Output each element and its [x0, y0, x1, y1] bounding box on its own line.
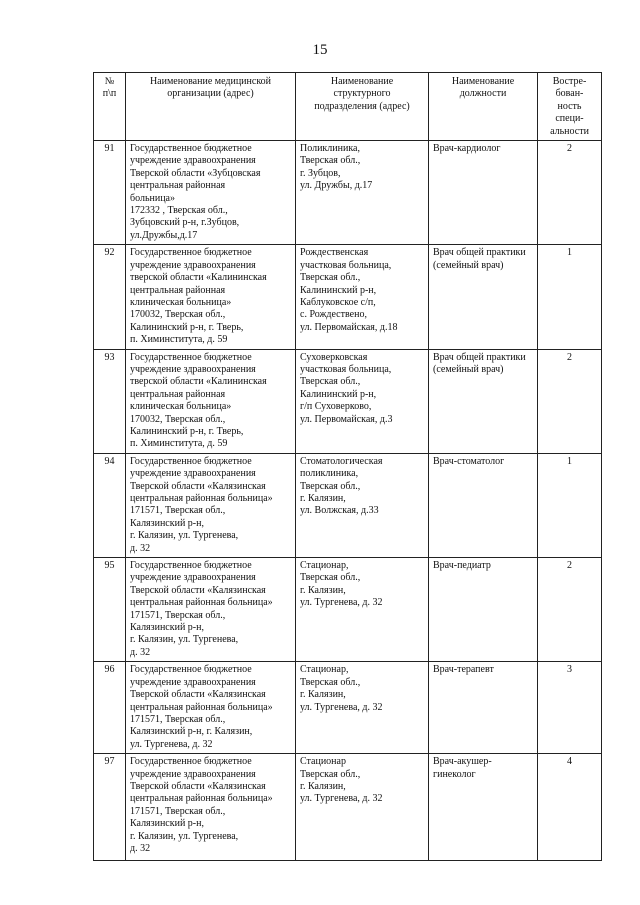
org-line: Зубцовский р-н, г.Зубцов, — [130, 217, 240, 229]
demand-cell: 1 — [538, 245, 602, 349]
row-number: 91 — [94, 141, 126, 245]
row-number: 95 — [94, 558, 126, 662]
unit-line: ул. Первомайская, д.3 — [300, 413, 393, 425]
org-line: 170032, Тверская обл., — [130, 309, 226, 321]
organization-cell — [126, 349, 296, 453]
org-line: Тверской области «Калязинская — [130, 480, 266, 492]
organization-cell — [126, 662, 296, 754]
org-line: Государственное бюджетное — [130, 351, 252, 363]
unit-line: г. Калязин, — [300, 493, 346, 504]
unit-line: поликлиника, — [300, 468, 359, 480]
org-line: г. Калязин, ул. Тургенева, — [130, 530, 239, 542]
org-line: Калязинский р-н, — [130, 818, 204, 830]
org-line: д. 32 — [130, 542, 151, 554]
position-line: Врач-акушер- — [433, 756, 492, 768]
row-number: 92 — [94, 245, 126, 349]
row-number: 96 — [94, 662, 126, 754]
org-line: 171571, Тверская обл., — [130, 505, 226, 517]
org-line: Калининский р-н, г. Тверь, — [130, 321, 244, 333]
demand-cell: 3 — [538, 662, 602, 754]
header-unit: Наименование структурного подразделения (адрес) — [296, 73, 429, 141]
org-line: учреждение здравоохранения — [130, 155, 256, 167]
table-row — [94, 245, 602, 349]
position-line: Врач общей практики — [433, 247, 526, 259]
table-body — [94, 141, 602, 861]
position-line: Врач-терапевт — [433, 664, 494, 676]
unit-line: Стационар — [300, 756, 346, 768]
org-line: Государственное бюджетное — [130, 756, 252, 768]
unit-line: Тверская обл., — [300, 768, 361, 780]
org-line: центральная районная больница» — [130, 793, 273, 805]
unit-line: участковая больница, — [300, 259, 392, 271]
org-line: ул.Дружбы,д.17 — [130, 229, 198, 241]
position-line: Врач-педиатр — [433, 560, 491, 572]
unit-cell — [296, 453, 429, 557]
unit-line: Суховерковская — [300, 351, 368, 363]
position-line: (семейный врач) — [433, 259, 504, 271]
unit-line: г. Калязин, — [300, 689, 346, 701]
organization-cell — [126, 558, 296, 662]
org-line: центральная районная больница» — [130, 701, 273, 713]
row-number: 93 — [94, 349, 126, 453]
unit-line: ул. Тургенева, д. 32 — [300, 701, 383, 713]
position-line: (семейный врач) — [433, 363, 504, 375]
header-num: № п\п — [94, 73, 126, 141]
org-line: д. 32 — [130, 842, 151, 854]
unit-line: Каблуковское с/п, — [300, 296, 376, 308]
org-line: Государственное бюджетное — [130, 560, 252, 572]
position-cell — [429, 245, 538, 349]
org-line: Калининский р-н, г. Тверь, — [130, 425, 244, 437]
table-row — [94, 754, 602, 861]
header-organization: Наименование медицинской организации (адрес) — [126, 73, 296, 141]
position-line: Врач-стоматолог — [433, 455, 505, 467]
org-line: 172332 , Тверская обл., — [130, 205, 228, 217]
row-number: 94 — [94, 453, 126, 557]
org-line: Калязинский р-н, — [130, 622, 204, 634]
unit-line: Стоматологическая — [300, 455, 383, 467]
org-line: больница» — [130, 192, 175, 204]
table-row — [94, 349, 602, 453]
org-line: Государственное бюджетное — [130, 143, 252, 155]
vacancy-table — [93, 72, 602, 861]
org-line: учреждение здравоохранения — [130, 259, 256, 271]
org-line: центральная районная — [130, 388, 226, 400]
org-line: г. Калязин, ул. Тургенева, — [130, 634, 239, 646]
org-line: г. Калязин, ул. Тургенева, — [130, 830, 239, 842]
org-line: Государственное бюджетное — [130, 455, 252, 467]
org-line: Государственное бюджетное — [130, 664, 252, 676]
org-line: д. 32 — [130, 646, 151, 658]
organization-cell — [126, 754, 296, 861]
org-line: Государственное бюджетное — [130, 247, 252, 259]
demand-cell: 2 — [538, 141, 602, 245]
unit-cell — [296, 754, 429, 861]
unit-line: ул. Первомайская, д.18 — [300, 321, 398, 333]
org-line: тверской области «Калининская — [130, 376, 267, 388]
unit-line: участковая больница, — [300, 363, 392, 375]
unit-line: Стационар, — [300, 664, 349, 676]
organization-cell — [126, 453, 296, 557]
org-line: учреждение здравоохранения — [130, 363, 256, 375]
unit-line: Тверская обл., — [300, 480, 361, 492]
org-line: Калязинский р-н, — [130, 517, 204, 529]
organization-cell — [126, 245, 296, 349]
org-line: Калязинский р-н, г. Калязин, — [130, 726, 253, 738]
unit-line: ул. Волжская, д.33 — [300, 505, 379, 517]
unit-line: Калининский р-н, — [300, 284, 377, 296]
org-line: 171571, Тверская обл., — [130, 805, 226, 817]
unit-line: ул. Дружбы, д.17 — [300, 180, 373, 192]
org-line: учреждение здравоохранения — [130, 676, 256, 688]
unit-line: г. Калязин, — [300, 780, 346, 792]
unit-line: Стационар, — [300, 560, 349, 572]
unit-line: Калининский р-н, — [300, 388, 377, 400]
org-line: 170032, Тверская обл., — [130, 413, 226, 425]
unit-cell — [296, 349, 429, 453]
unit-line: с. Рождествено, — [300, 309, 367, 321]
demand-cell: 4 — [538, 754, 602, 861]
unit-cell — [296, 245, 429, 349]
org-line: центральная районная больница» — [130, 597, 273, 609]
table-header-row — [94, 73, 602, 141]
table-row — [94, 558, 602, 662]
unit-line: г. Калязин, — [300, 584, 346, 596]
org-line: Тверской области «Калязинская — [130, 584, 266, 596]
org-line: п. Химинститута, д. 59 — [130, 334, 228, 346]
table-row — [94, 453, 602, 557]
position-cell — [429, 349, 538, 453]
org-line: Тверской области «Калязинская — [130, 689, 266, 701]
unit-cell — [296, 662, 429, 754]
org-line: центральная районная — [130, 284, 226, 296]
unit-line: Тверская обл., — [300, 376, 361, 388]
org-line: 171571, Тверская обл., — [130, 713, 226, 725]
org-line: учреждение здравоохранения — [130, 572, 256, 584]
org-line: клиническая больница» — [130, 296, 232, 308]
org-line: центральная районная — [130, 180, 226, 192]
org-line: учреждение здравоохранения — [130, 468, 256, 480]
position-cell — [429, 558, 538, 662]
page-number: 15 — [312, 42, 328, 58]
position-cell — [429, 141, 538, 245]
position-line: Врач общей практики — [433, 351, 526, 363]
unit-line: ул. Тургенева, д. 32 — [300, 793, 383, 805]
unit-line: Поликлиника, — [300, 143, 360, 155]
unit-line: Тверская обл., — [300, 676, 361, 688]
org-line: п. Химинститута, д. 59 — [130, 438, 228, 450]
org-line: ул. Тургенева, д. 32 — [130, 738, 213, 750]
position-line: гинеколог — [433, 768, 476, 780]
unit-line: Тверская обл., — [300, 272, 361, 284]
org-line: Тверской области «Зубцовская — [130, 167, 261, 179]
unit-cell — [296, 558, 429, 662]
position-line: Врач-кардиолог — [433, 143, 501, 155]
unit-line: г/п Суховерково, — [300, 401, 372, 413]
unit-cell — [296, 141, 429, 245]
unit-line: Тверская обл., — [300, 572, 361, 584]
position-cell — [429, 453, 538, 557]
org-line: учреждение здравоохранения — [130, 768, 256, 780]
organization-cell — [126, 141, 296, 245]
table-row — [94, 141, 602, 245]
position-cell — [429, 754, 538, 861]
unit-line: г. Зубцов, — [300, 167, 341, 179]
demand-cell: 1 — [538, 453, 602, 557]
org-line: 171571, Тверская обл., — [130, 609, 226, 621]
header-demand: Востре- бован- ность специ- альности — [538, 73, 602, 141]
header-position: Наименование должности — [429, 73, 538, 141]
unit-line: ул. Тургенева, д. 32 — [300, 597, 383, 609]
demand-cell: 2 — [538, 558, 602, 662]
table-row — [94, 662, 602, 754]
demand-cell: 2 — [538, 349, 602, 453]
position-cell — [429, 662, 538, 754]
org-line: тверской области «Калининская — [130, 272, 267, 284]
org-line: клиническая больница» — [130, 401, 232, 413]
org-line: центральная районная больница» — [130, 493, 273, 504]
unit-line: Тверская обл., — [300, 155, 361, 167]
unit-line: Рождественская — [300, 247, 369, 259]
org-line: Тверской области «Калязинская — [130, 780, 266, 792]
row-number: 97 — [94, 754, 126, 861]
